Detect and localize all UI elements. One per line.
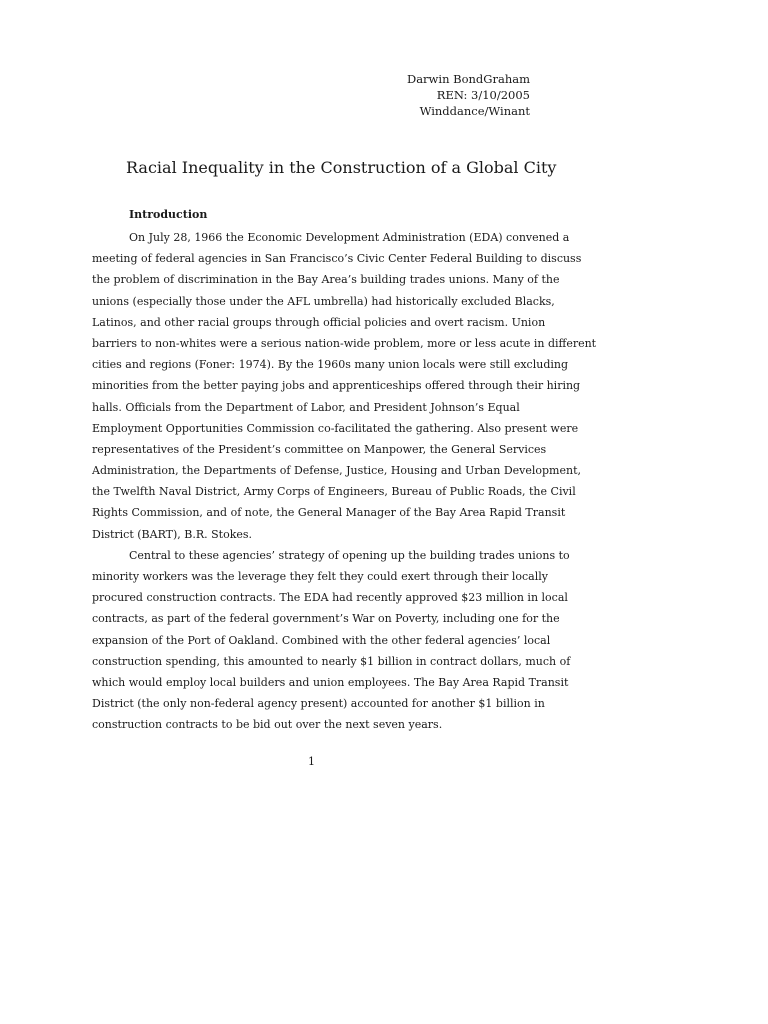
paragraph-line: Latinos, and other racial groups through official policies and overt racism. Union	[92, 315, 546, 329]
paragraph-line: minorities from the better paying jobs and apprenticeships offered through their hiring	[92, 379, 581, 393]
instructors: Winddance/Winant	[419, 104, 530, 118]
paragraph-line: procured construction contracts. The EDA had recently approved $23 million in local	[92, 591, 568, 605]
paragraph-line: minority workers was the leverage they felt they could exert through their locally	[92, 570, 548, 583]
paragraph-line: cities and regions (Foner: 1974). By the 1960s many union locals were still excluding	[92, 358, 569, 372]
paragraph-line: which would employ local builders and union employees. The Bay Area Rapid Transit	[92, 675, 569, 689]
paragraph-line: halls. Officials from the Department of Labor, and President Johnson’s Equal	[92, 400, 520, 414]
document-title: Racial Inequality in the Construction of a Global City	[126, 158, 557, 177]
paragraph-line: Central to these agencies’ strategy of opening up the building trades unions to	[129, 548, 570, 562]
paragraph-line: Rights Commission, and of note, the General Manager of the Bay Area Rapid Transit	[92, 506, 566, 520]
header-block	[407, 71, 530, 119]
paragraph-line: barriers to non-whites were a serious nation-wide problem, more or less acute in different	[92, 336, 597, 350]
course-date: REN: 3/10/2005	[436, 88, 530, 102]
page-number: 1	[308, 755, 315, 768]
paragraph-line: Employment Opportunities Commission co-facilitated the gathering. Also present were	[92, 421, 579, 435]
paragraph-line: unions (especially those under the AFL umbrella) had historically excluded Blacks,	[92, 294, 555, 308]
paragraph-line: representatives of the President’s committee on Manpower, the General Services	[92, 442, 547, 456]
paragraph-line: District (the only non-federal agency present) accounted for another $1 billion in	[92, 697, 545, 711]
body-text	[92, 227, 597, 736]
paragraph-line: contracts, as part of the federal government’s War on Poverty, including one for the	[92, 612, 560, 626]
paragraph-line: On July 28, 1966 the Economic Development Administration (EDA) convened a	[129, 231, 570, 244]
paragraph-line: the Twelfth Naval District, Army Corps of Engineers, Bureau of Public Roads, the Civil	[92, 485, 576, 499]
paragraph-line: District (BART), B.R. Stokes.	[92, 527, 253, 541]
paragraph-line: construction contracts to be bid out over the next seven years.	[92, 718, 443, 732]
paragraph-line: the problem of discrimination in the Bay Area’s building trades unions. Many of the	[92, 273, 560, 287]
author-name: Darwin BondGraham	[406, 72, 530, 86]
paragraph-line: expansion of the Port of Oakland. Combined with the other federal agencies’ local	[92, 633, 551, 647]
paragraph-line: meeting of federal agencies in San Francisco’s Civic Center Federal Building to discuss	[92, 252, 582, 266]
section-heading: Introduction	[129, 208, 208, 221]
paragraph-line: Administration, the Departments of Defense, Justice, Housing and Urban Development,	[92, 464, 581, 478]
paragraph-line: construction spending, this amounted to nearly $1 billion in contract dollars, much of	[92, 654, 571, 668]
